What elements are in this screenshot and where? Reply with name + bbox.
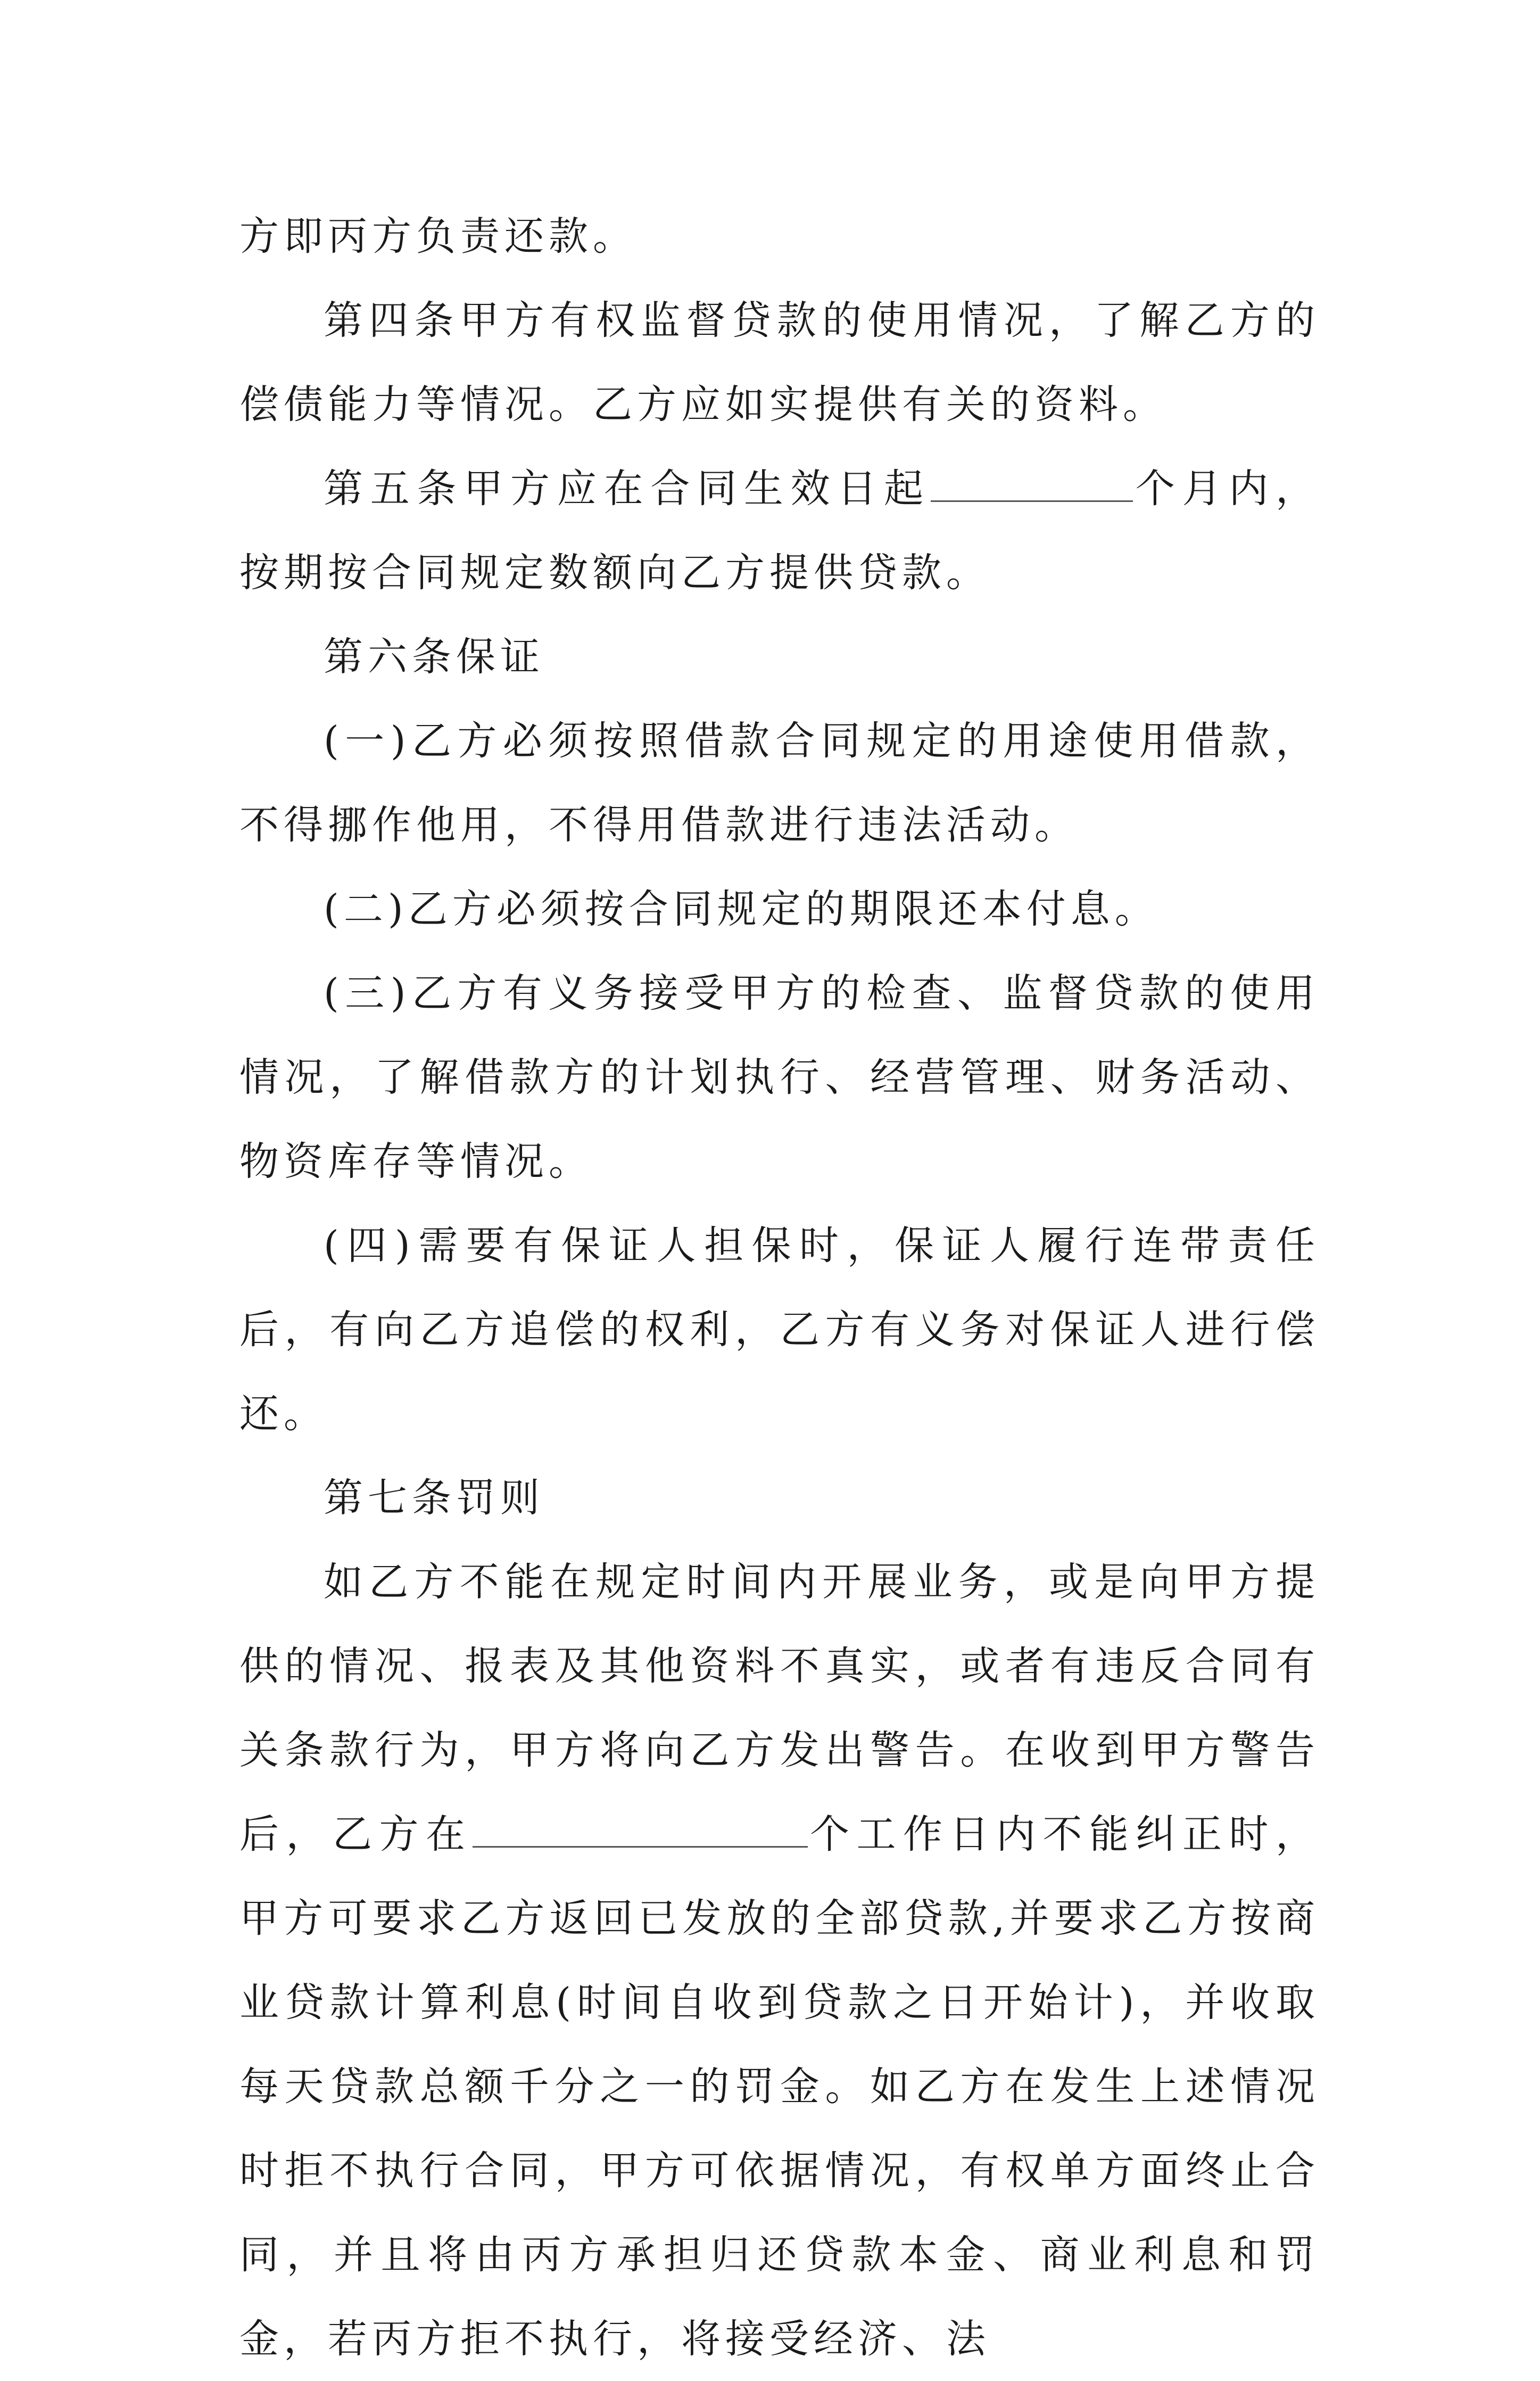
article-6-heading: 第六条保证 bbox=[324, 634, 544, 680]
contract-text bbox=[239, 194, 1320, 2381]
article-7-penalty bbox=[239, 1540, 1320, 2381]
article-5-text-end: 个月内，按期按合同规定数额向乙方提供贷款。 bbox=[239, 466, 1320, 596]
article-5 bbox=[239, 447, 1320, 615]
article-7-heading: 第七条罚则 bbox=[324, 1475, 544, 1521]
article-6-item-4: (四)需要有保证人担保时，保证人履行连带责任后，有向乙方追偿的权利，乙方有义务对保证人进行偿还。 bbox=[239, 1223, 1320, 1437]
paragraph-continuation: 方即丙方负责还款。 bbox=[239, 213, 637, 259]
article-6-item-3: (三)乙方有义务接受甲方的检查、监督贷款的使用情况，了解借款方的计划执行、经营管理、财务活动、物资库存等情况。 bbox=[239, 970, 1320, 1184]
article-6-item-2: (二)乙方必须按合同规定的期限还本付息。 bbox=[324, 886, 1159, 932]
months-blank-field[interactable] bbox=[931, 465, 1133, 502]
article-6-item-1: (一)乙方必须按照借款合同规定的用途使用借款，不得挪作他用，不得用借款进行违法活动。 bbox=[239, 718, 1320, 848]
article-7-text-end: 个工作日内不能纠正时，甲方可要求乙方返回已发放的全部贷款,并要求乙方按商业贷款计算利息(时间自收到贷款之日开始计)，并收取每天贷款总额千分之一的罚金。如乙方在发生上述情况时拒不执行合同，甲方可依据情况，有权单方面终止合同，并且将由丙方承担归还贷款本金、商业利息和罚金，若丙方拒不执行，将接受经济、法 bbox=[239, 1811, 1320, 2362]
article-5-text-start: 第五条甲方应在合同生效日起 bbox=[324, 466, 931, 512]
article-7-text-start: 如乙方不能在规定时间内开展业务，或是向甲方提供的情况、报表及其他资料不真实，或者有违反合同有关条款行为，甲方将向乙方发出警告。在收到甲方警告后，乙方在 bbox=[239, 1559, 1320, 1857]
workdays-blank-field[interactable] bbox=[473, 1810, 808, 1848]
article-4: 第四条甲方有权监督贷款的使用情况，了解乙方的偿债能力等情况。乙方应如实提供有关的资料。 bbox=[239, 298, 1320, 427]
